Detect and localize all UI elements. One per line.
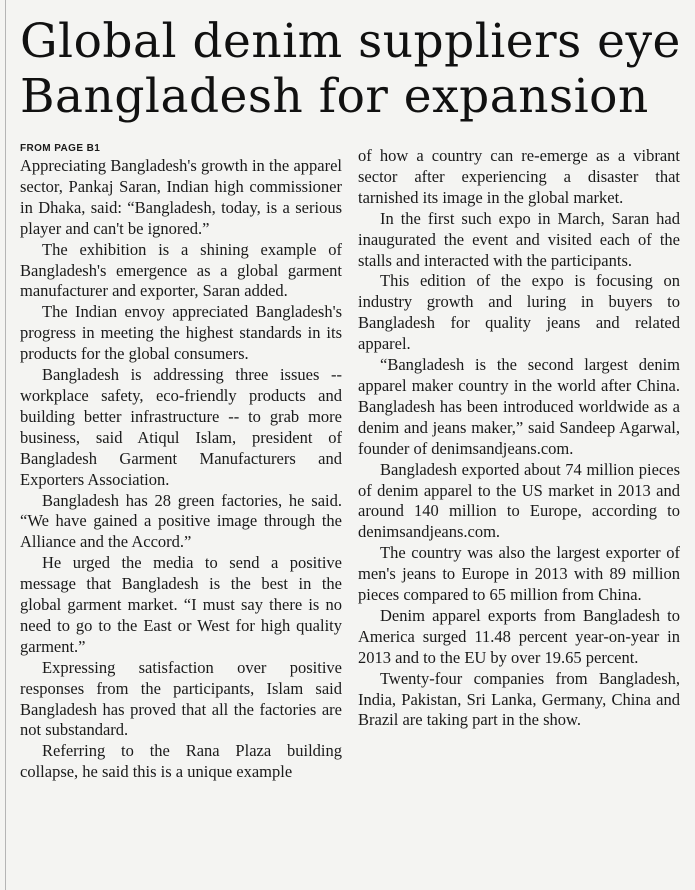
paragraph: of how a country can re-emerge as a vibrant sector after experiencing a disaster that tarnished its image in the global market. xyxy=(358,146,680,207)
paragraph: Expressing satisfaction over positive responses from the participants, Islam said Bangladesh has proved that all the factories are not substandard. xyxy=(20,657,342,740)
paragraph: Bangladesh has 28 green factories, he said. “We have gained a positive image through the Alliance and the Accord.” xyxy=(20,490,342,552)
paragraph: Bangladesh is addressing three issues -- workplace safety, eco-friendly products and building better infrastructure -- to grab more business, said Atiqul Islam, president of Bangladesh Garment Manufacturers and Exporters Association. xyxy=(20,365,342,489)
headline-line-2: Bangladesh for expansion xyxy=(20,69,649,124)
paragraph: In the first such expo in March, Saran had inaugurated the event and visited each of the stalls and interacted with the participants. xyxy=(358,208,680,270)
column-rule xyxy=(5,0,6,890)
right-column xyxy=(358,146,680,731)
paragraph: The country was also the largest exporter of men's jeans to Europe in 2013 with 89 million pieces compared to 65 million from China. xyxy=(358,543,680,605)
paragraph: The exhibition is a shining example of Bangladesh's emergence as a global garment manufacturer and exporter, Saran added. xyxy=(20,239,342,301)
paragraph: He urged the media to send a positive message that Bangladesh is the best in the global garment market. “I must say there is no need to go to the East or West for high quality garment.” xyxy=(20,553,342,656)
left-column xyxy=(20,143,342,783)
paragraph: Denim apparel exports from Bangladesh to America surged 11.48 percent year-on-year in 2013 and to the EU by over 19.65 percent. xyxy=(358,605,680,667)
paragraph: “Bangladesh is the second largest denim apparel maker country in the world after China. Bangladesh has been introduced worldwide as a denim and jeans maker,” said Sandeep Agarwal, founder of denimsandjeans.com. xyxy=(358,355,680,458)
paragraph: Referring to the Rana Plaza building collapse, he said this is a unique example xyxy=(20,741,342,782)
headline xyxy=(20,14,690,124)
headline-line-1: Global denim suppliers eye xyxy=(20,14,681,69)
paragraph: Bangladesh exported about 74 million pieces of denim apparel to the US market in 2013 and around 140 million to Europe, according to denimsandjeans.com. xyxy=(358,459,680,542)
paragraph: The Indian envoy appreciated Bangladesh's progress in meeting the highest standards in its products for the global consumers. xyxy=(20,302,342,364)
paragraph: Twenty-four companies from Bangladesh, India, Pakistan, Sri Lanka, Germany, China and Brazil are taking part in the show. xyxy=(358,668,680,730)
paragraph: This edition of the expo is focusing on industry growth and luring in buyers to Bangladesh for quality jeans and related apparel. xyxy=(358,271,680,354)
paragraph: Appreciating Bangladesh's growth in the apparel sector, Pankaj Saran, Indian high commissioner in Dhaka, said: “Bangladesh, today, is a serious player and can't be ignored.” xyxy=(20,156,342,238)
kicker: FROM PAGE B1 xyxy=(20,143,101,154)
